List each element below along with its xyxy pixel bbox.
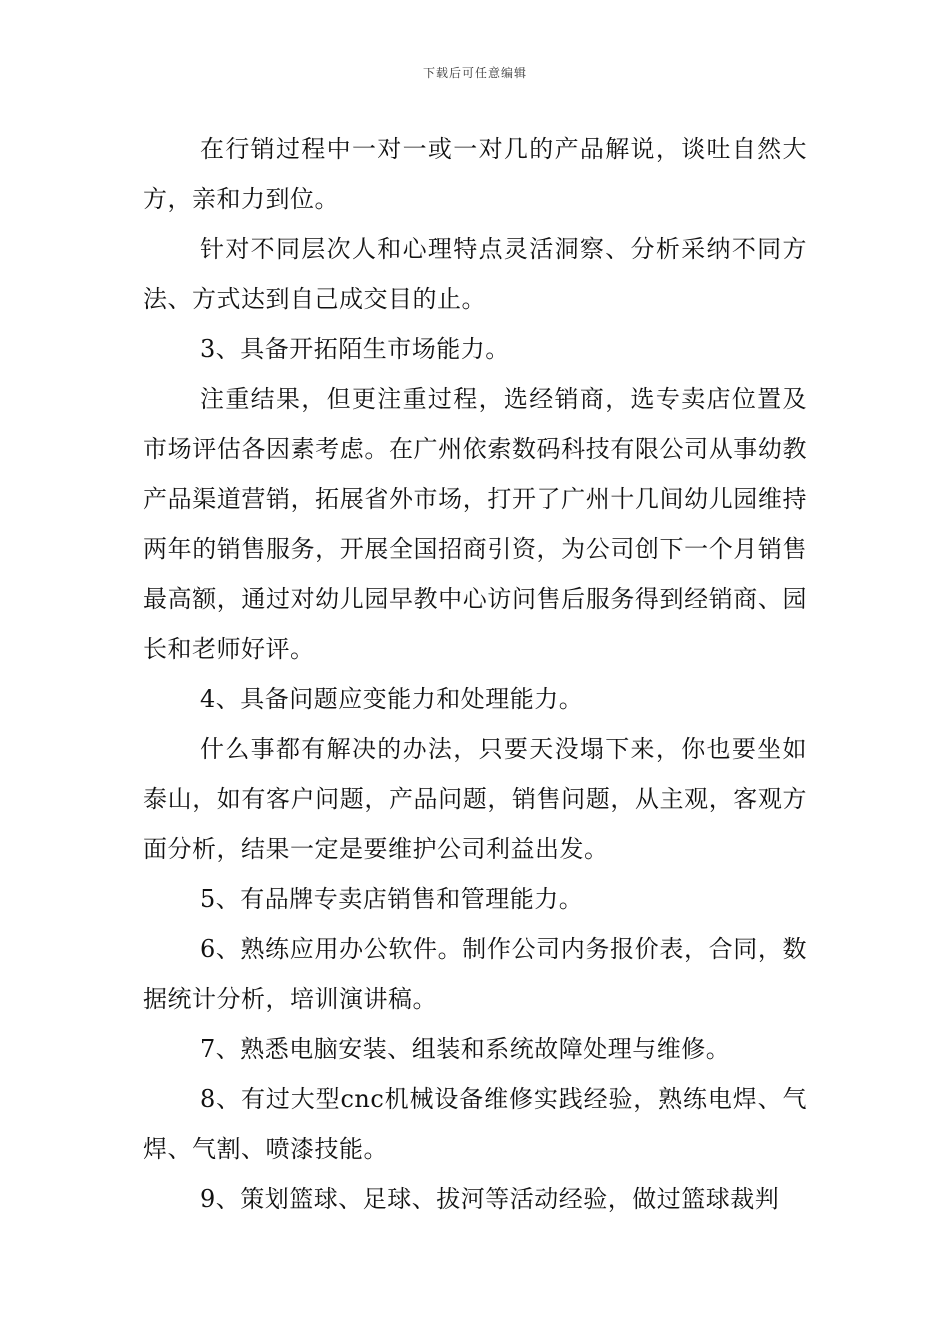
- paragraph: 针对不同层次人和心理特点灵活洞察、分析采纳不同方法、方式达到自己成交目的止。: [143, 235, 807, 313]
- numbered-heading: 7、熟悉电脑安装、组装和系统故障处理与维修。: [200, 1035, 731, 1063]
- numbered-item: 9、策划篮球、足球、拔河等活动经验，做过篮球裁判: [200, 1185, 780, 1213]
- numbered-heading: 3、具备开拓陌生市场能力。: [200, 335, 510, 363]
- paragraph: 在行销过程中一对一或一对几的产品解说，谈吐自然大方，亲和力到位。: [143, 135, 807, 213]
- header-note: 下载后可任意编辑: [422, 66, 527, 80]
- paragraph: 什么事都有解决的办法，只要天没塌下来，你也要坐如泰山，如有客户问题，产品问题，销售问题，从主观，客观方面分析，结果一定是要维护公司利益出发。: [143, 735, 807, 863]
- numbered-item: 8、有过大型cnc机械设备维修实践经验，熟练电焊、气焊、气割、喷漆技能。: [143, 1085, 807, 1163]
- body-text: [143, 124, 807, 1224]
- numbered-item: 6、熟练应用办公软件。制作公司内务报价表，合同，数据统计分析，培训演讲稿。: [143, 935, 807, 1013]
- paragraph: 注重结果，但更注重过程，选经销商，选专卖店位置及市场评估各因素考虑。在广州依索数码科技有限公司从事幼教产品渠道营销，拓展省外市场，打开了广州十几间幼儿园维持两年的销售服务，开展全国招商引资，为公司创下一个月销售最高额，通过对幼儿园早教中心访问售后服务得到经销商、园长和老师好评。: [143, 385, 807, 663]
- numbered-heading: 5、有品牌专卖店销售和管理能力。: [200, 885, 584, 913]
- numbered-heading: 4、具备问题应变能力和处理能力。: [200, 685, 584, 713]
